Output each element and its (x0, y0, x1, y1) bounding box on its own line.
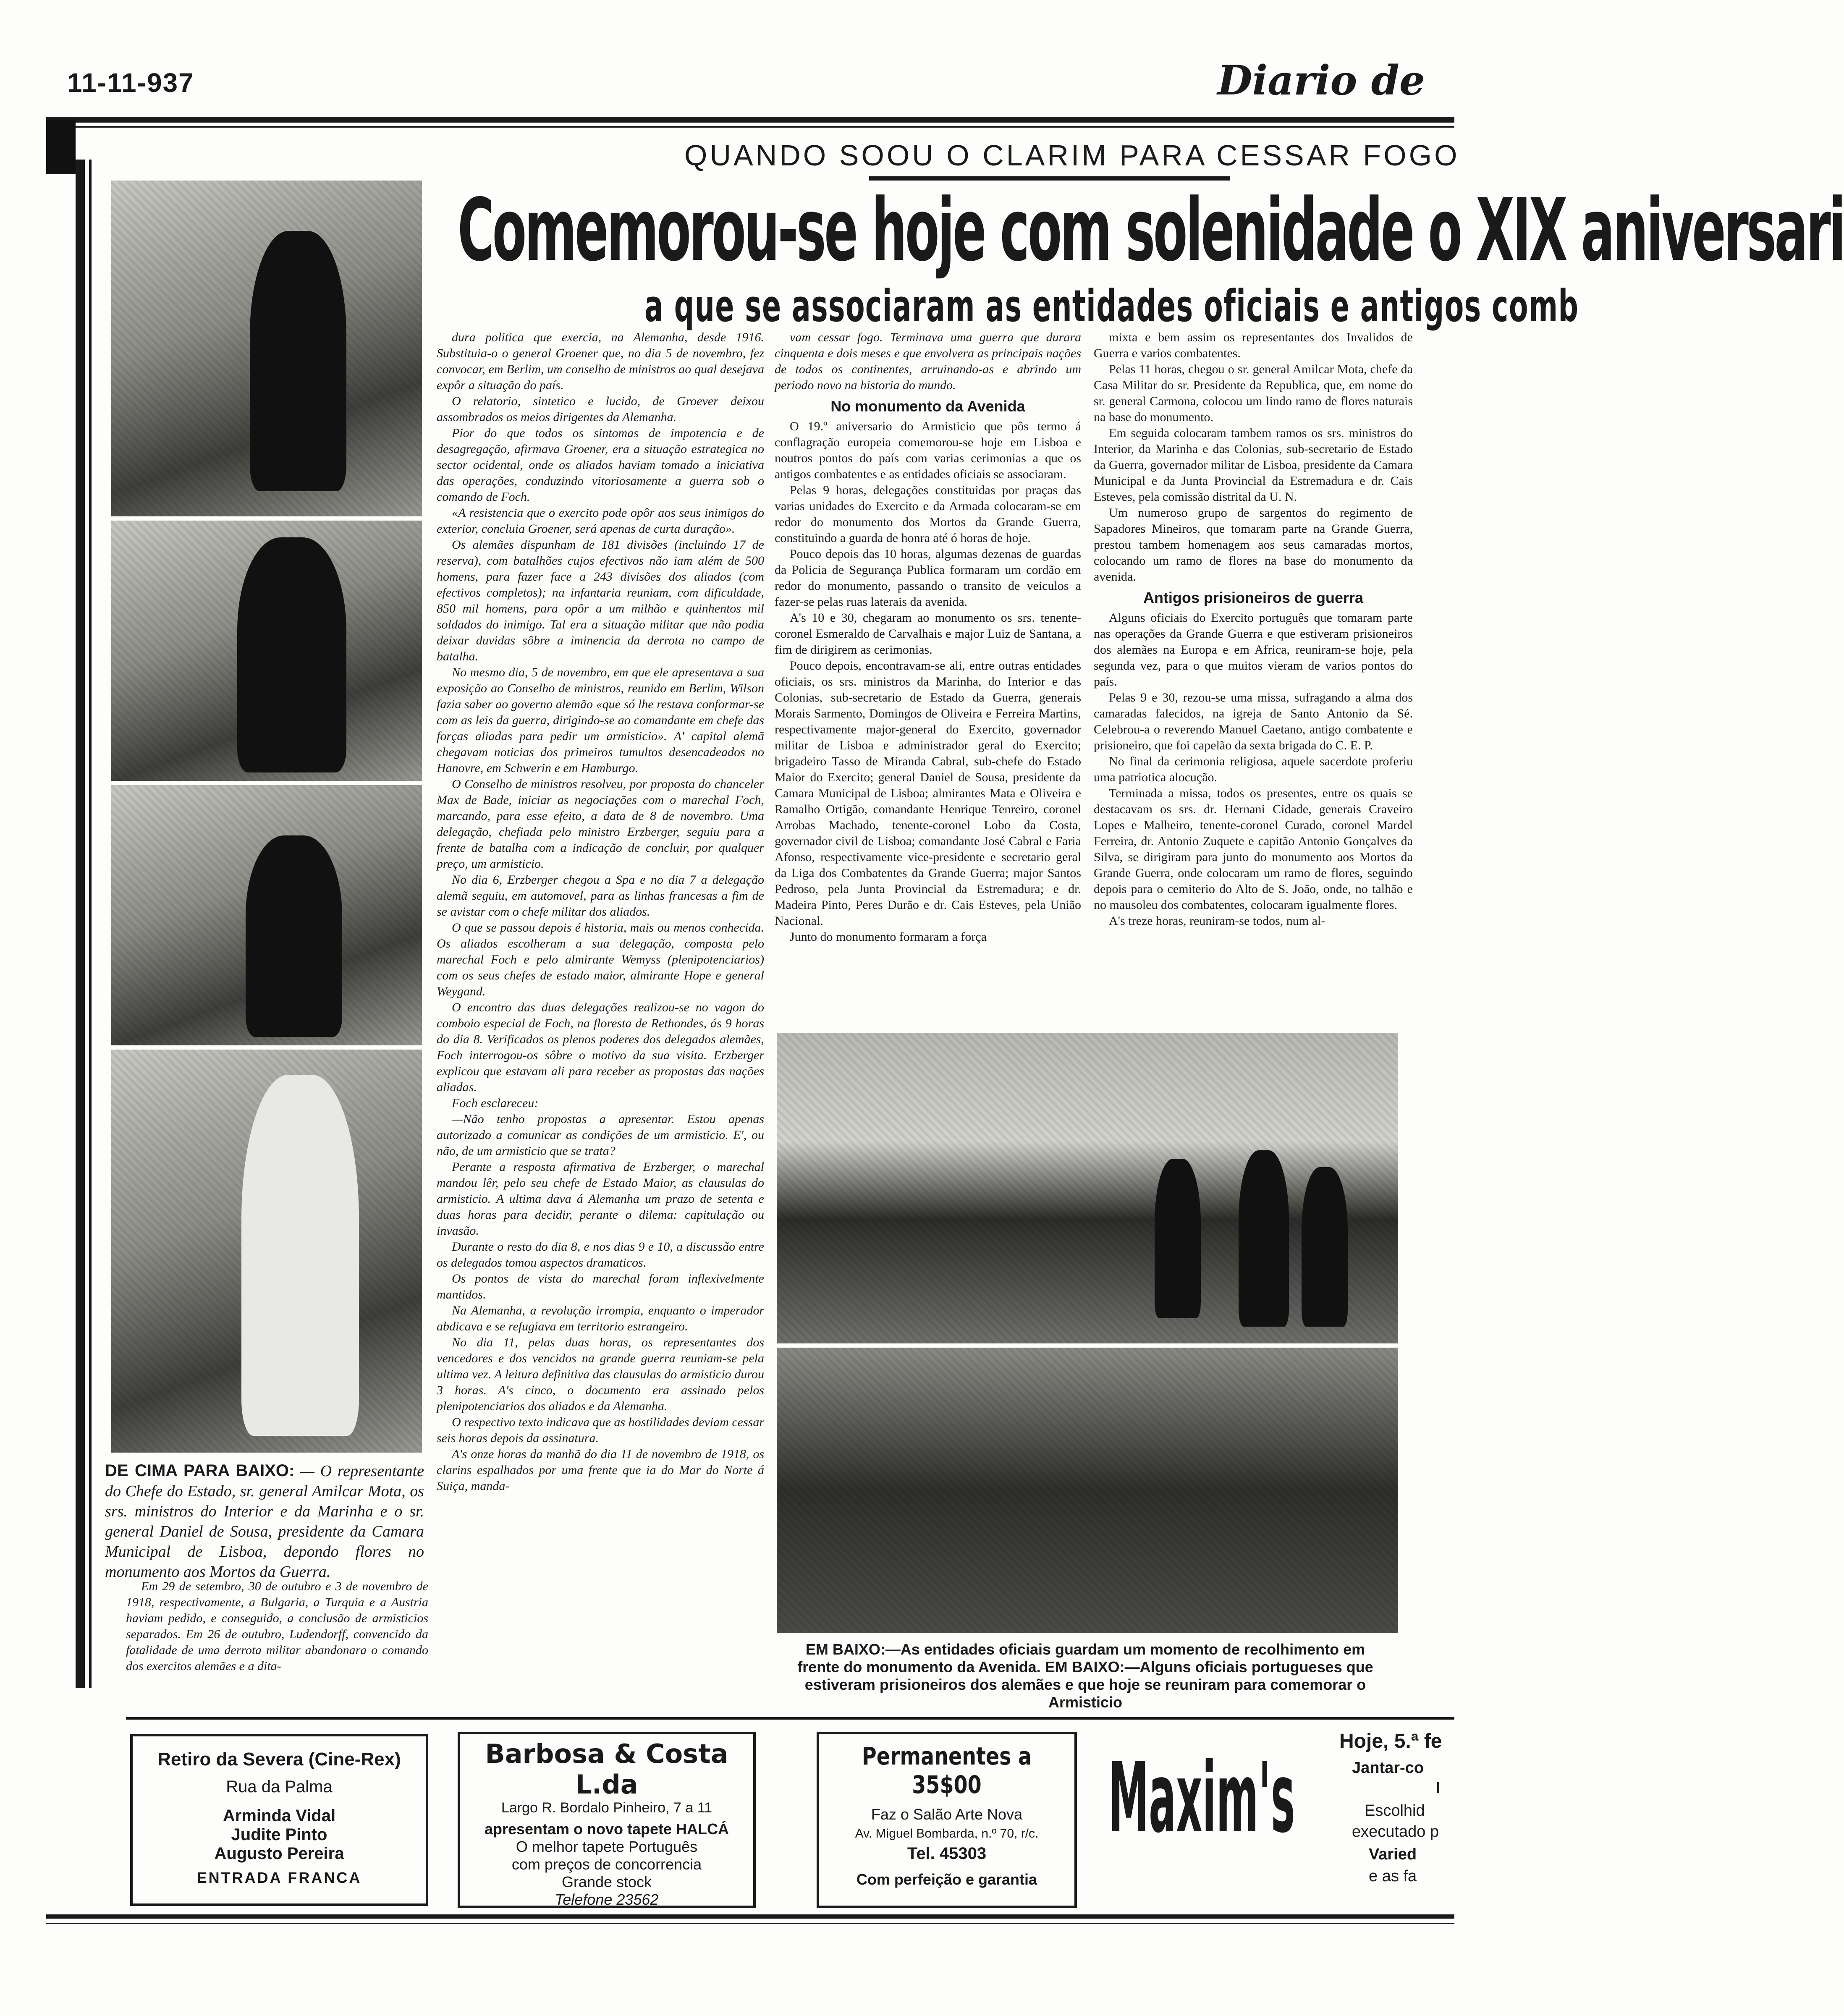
paragraph: A's treze horas, reuniram-se todos, num al- (1109, 914, 1325, 928)
ad-line: executado p (1352, 1823, 1439, 1841)
ad-line: Av. Miguel Bombarda, n.º 70, r/c. (855, 1827, 1039, 1841)
ad-line: Arminda Vidal (223, 1807, 336, 1825)
left-rule-thin (89, 160, 92, 1688)
photo-general-laying-flowers (111, 181, 422, 516)
top-border (46, 117, 1454, 123)
ad-title: Retiro da Severa (Cine-Rex) (157, 1749, 401, 1770)
column-4 (1094, 330, 1413, 929)
ad-line: Rua da Palma (226, 1778, 333, 1796)
paragraph: Pelas 11 horas, chegou o sr. general Amilcar Mota, chefe da Casa Militar do sr. Presidente da Republica, que, em nome do sr. general Carmona, colocou um lindo ramo de flores naturais na base do monumento. (1094, 362, 1413, 424)
ad-line: Tel. 45303 (907, 1844, 987, 1863)
photo-former-prisoners-group (777, 1348, 1398, 1633)
caption-text: — O representante do Chefe do Estado, sr. general Amilcar Mota, os srs. ministros do Interior e da Marinha e o sr. general Daniel de Sousa, presidente da Camara Municipal de Lisboa, depondo flores no monumento aos Mortos da Guerra. (105, 1462, 424, 1581)
ad-line: apresentam o novo tapete HALCÁ (484, 1820, 729, 1838)
paragraph: Os alemães dispunham de 181 divisões (incluindo 17 de reserva), com batalhões cujos efectivos não iam além de 500 homens, para fazer face a 243 divisões dos aliados (com efectivos completos); na infantaria reuniam, com dificuldade, 850 mil homens, para opôr a um milhão e quinhentos mil soldados do inimigo. Tal era a situação militar que não podia deixar duvidas sôbre a iminencia da derrota no campo de batalha. (437, 538, 764, 663)
ad-line: Faz o Salão Arte Nova (871, 1806, 1023, 1823)
paragraph: Os pontos de vista do marechal foram inflexivelmente mantidos. (437, 1272, 764, 1301)
bottom-rule-thin (46, 1923, 1454, 1924)
paragraph: O relatorio, sintetico e lucido, de Groever deixou assombrados os meios dirigentes da Alemanha. (437, 394, 764, 424)
ad-line: Augusto Pereira (214, 1844, 344, 1863)
ad-line: Com perfeição e garantia (856, 1871, 1037, 1888)
ad-barbosa-costa (458, 1732, 756, 1908)
ad-line: Grande stock (561, 1873, 652, 1890)
ad-retiro-severa (130, 1734, 428, 1906)
photo-officials-at-monument (777, 1033, 1398, 1343)
issue-date: 11-11-937 (67, 68, 194, 98)
paragraph: A's 10 e 30, chegaram ao monumento os srs. tenente-coronel Esmeraldo de Carvalhais e major Luiz de Santana, a fim de dirigirem as cerimonias. (775, 611, 1081, 657)
photo-general-daniel-sousa (111, 1050, 422, 1453)
paragraph: No final da cerimonia religiosa, aquele sacerdote proferiu uma patriotica alocução. (1094, 754, 1413, 784)
ad-title: Barbosa & Costa L.da (485, 1738, 728, 1800)
left-rule (76, 160, 85, 1688)
paragraph: Pouco depois, encontravam-se ali, entre outras entidades oficiais, os srs. ministros da Marinha, do Interior e das Colonias, sub-secretario de Estado da Guerra, generais Morais Sarmento, Domingos de Oliveira e Ferreira Martins, respectivamente major-general do Exercito, governador militar de Lisboa e administrador geral do Exercito; brigadeiro Tasso de Miranda Cabral, sub-chefe do Estado Maior do Exercito; general Daniel de Sousa, presidente da Camara Municipal de Lisboa; almirantes Mata e Oliveira e Ramalho Ortigão, comandante Henrique Tenreiro, coronel Arrobas Machado, tenente-coronel Lobo da Costa, governador civil de Lisboa; comandante José Cabral e Faria Afonso, respectivamente vice-presidente e secretario geral da Liga dos Combatentes da Grande Guerra; major Santos Pedroso, pela Junta Provincial da Estremadura; e dr. Madeira Pinto, Peres Durão e dr. Cais Esteves, pela União Nacional. (775, 659, 1081, 928)
ad-line: Telefone 23562 (555, 1891, 659, 1908)
figure-silhouette (1239, 1150, 1289, 1327)
paragraph: No dia 11, pelas duas horas, os representantes dos vencedores e dos vencidos na grande guerra reuniam-se pela ultima vez. A leitura definitiva das clausulas do armisticio durou 3 horas. A's cinco, o documento era assinado pelos plenipotenciarios dos aliados e da Alemanha. (437, 1335, 764, 1413)
paragraph: O Conselho de ministros resolveu, por proposta do chanceler Max de Bade, iniciar as negociações com o marechal Foch, marcando, para esse efeito, a data de 8 de novembro. Uma delegação, chefiada pelo ministro Erzberger, seguiu para a frente de batalha com a indicação de concluir, por qualquer preço, um armisticio. (437, 777, 764, 871)
right-photo-caption: EM BAIXO:—As entidades oficiais guardam um momento de recolhimento em frente do monumento da Avenida. EM BAIXO:—Alguns oficiais portugueses que estiveram prisioneiros dos alemães e que hoje se reuniram para comemorar o Armisticio (797, 1641, 1373, 1711)
ads-top-rule (126, 1717, 1454, 1720)
photo-minister-interior (111, 521, 422, 781)
top-border-thin (46, 126, 1454, 128)
ad-title: Maxim's (1108, 1742, 1295, 1854)
ad-line: O melhor tapete Português (516, 1838, 698, 1855)
column-2 (437, 330, 764, 1494)
paragraph: —Não tenho propostas a apresentar. Estou apenas autorizado a comunicar as condições de um armisticio. E', ou não, de um armisticio que se trata? (437, 1112, 764, 1158)
paragraph: «A resistencia que o exercito pode opôr aos seus inimigos do exterior, concluia Groener, será apenas de curta duração». (437, 506, 764, 536)
ad-line: com preços de concorrencia (511, 1856, 702, 1873)
ad-line: e as fa (1369, 1867, 1417, 1885)
paragraph: Em 29 de setembro, 30 de outubro e 3 de novembro de 1918, respectivamente, a Bulgaria, a Turquia e a Austria haviam pedido, e conseguido, a conclusão de armisticios separados. Em 26 de outubro, Ludendorff, convencido da fatalidade de uma derrota militar abandonara o comando dos exercitos alemães e a dita- (126, 1579, 428, 1673)
section-heading: No monumento da Avenida (830, 398, 1025, 415)
paragraph: Pelas 9 horas, delegações constituidas por praças das varias unidades do Exercito e da Armada colocaram-se em redor do monumento dos Mortos da Grande Guerra, constituindo a guarda de honra até ó horas de hoje. (775, 483, 1081, 545)
paragraph: Pior do que todos os sintomas de impotencia e de desagregação, afirmava Groener, era a situação estrategica no sector ocidental, onde os aliados haviam tomado a iniciativa das operações, conduzindo vitoriosamente a guerra sob o comando de Foch. (437, 426, 764, 504)
paragraph: Um numeroso grupo de sargentos do regimento de Sapadores Mineiros, que tomaram parte na Grande Guerra, prestou tambem homenagem aos seus camaradas mortos, colocando um ramo de flores na base do monumento da avenida. (1094, 506, 1413, 584)
ad-title: Permanentes a 35$00 (862, 1742, 1032, 1799)
paragraph: O encontro das duas delegações realizou-se no vagon do comboio especial de Foch, na floresta de Rethondes, ás 9 horas do dia 8. Verificados os plenos poderes dos delegados alemães, Foch interrogou-os sôbre o motivo da sua visita. Erzberger explicou que estavam ali para receber as propostas das nações aliadas. (437, 1000, 764, 1094)
figure-silhouette (1155, 1159, 1201, 1318)
ad-maxims (1100, 1725, 1454, 1910)
paragraph: Na Alemanha, a revolução irrompia, enquanto o imperador abdicava e se refugiava em territorio estrangeiro. (437, 1304, 764, 1333)
figure-silhouette (237, 537, 346, 772)
ad-permanentes (817, 1732, 1077, 1908)
bottom-rule (46, 1914, 1454, 1919)
ad-line: Judite Pinto (231, 1825, 327, 1844)
article-kicker: QUANDO SOOU O CLARIM PARA CESSAR FOGO (684, 139, 1460, 172)
left-photo-caption (105, 1461, 424, 1582)
paragraph: Pouco depois das 10 horas, algumas dezenas de guardas da Policia de Segurança Publica formaram um cordão em redor do monumento, passando o transito de veiculos a fazer-se pelas ruas laterais da avenida. (775, 547, 1081, 609)
paragraph: Junto do monumento formaram a força (790, 930, 987, 944)
section-heading: Antigos prisioneiros de guerra (1143, 589, 1364, 606)
photo-minister-navy (111, 785, 422, 1045)
figure-silhouette (246, 835, 342, 1037)
paragraph: Foch esclareceu: (452, 1096, 539, 1110)
paragraph: No mesmo dia, 5 de novembro, em que ele apresentava a sua exposição ao Conselho de ministros, reunido em Berlim, Wilson fazia saber ao governo alemão «que só lhe restava conformar-se com as leis da guerra, dirigindo-se ao comandante em chefe das forças aliadas para pedir um armisticio». A' capital alemã chegavam noticias dos primeiros tumultos desencadeados no Hanovre, em Schwerin e em Hamburgo. (437, 665, 764, 775)
ad-line: Varied (1369, 1846, 1417, 1863)
column-1-bottom (126, 1579, 428, 1674)
paragraph: O que se passou depois é historia, mais ou menos conhecida. Os aliados escolheram a sua delegação, composta pelo marechal Foch e pelo almirante Wemyss (plenipotenciarios) com os seus chefes de estado maior, almirante Hope e general Weygand. (437, 921, 764, 998)
paragraph: O respectivo texto indicava que as hostilidades deviam cessar seis horas depois da assinatura. (437, 1415, 764, 1445)
ad-line: Jantar-co (1352, 1759, 1424, 1777)
kicker-rule (869, 176, 1230, 181)
figure-silhouette (1302, 1167, 1348, 1327)
paragraph: No dia 6, Erzberger chegou a Spa e no dia 7 a delegação alemã seguiu, em automovel, para as linhas francesas a fim de se avistar com o chefe militar dos aliados. (437, 873, 764, 919)
ad-line: Escolhid (1365, 1802, 1425, 1820)
corner-block (46, 120, 76, 174)
caption-lead: DE CIMA PARA BAIXO: (105, 1461, 295, 1480)
article-headline: Comemorou-se hoje com solenidade o XIX aniversari (458, 181, 1844, 280)
figure-silhouette (241, 1075, 359, 1436)
paragraph: dura politica que exercia, na Alemanha, desde 1916. Substituia-o o general Groener que, no dia 5 de novembro, fez convocar, em Berlim, um conselho de ministros ao qual desejava expôr a situação do país. (437, 330, 764, 392)
column-3 (775, 330, 1081, 945)
paragraph: Durante o resto do dia 8, e nos dias 9 e 10, a discussão entre os delegados tomou aspectos dramaticos. (437, 1240, 764, 1270)
paragraph: mixta e bem assim os representantes dos Invalidos de Guerra e varios combatentes. (1094, 330, 1413, 360)
paragraph: O 19.º aniversario do Armisticio que pôs termo á conflagração europeia comemorou-se hoje em Lisboa e noutros pontos do país com varias cerimonias a que os antigos combatentes e as entidades oficiais se associaram. (775, 419, 1081, 481)
paragraph: A's onze horas da manhã do dia 11 de novembro de 1918, os clarins espalhados por uma frente que ia do Mar do Norte á Suiça, manda- (437, 1447, 764, 1493)
article-subhead: a que se associaram as entidades oficiais e antigos comb (644, 280, 1579, 332)
figure-silhouette (250, 231, 346, 491)
paragraph: vam cessar fogo. Terminava uma guerra que durara cinquenta e dois meses e que envolvera as principais nações de todos os continentes, arruinando-as e abrindo um periodo novo na historia do mundo. (775, 330, 1081, 392)
paragraph: Alguns oficiais do Exercito português que tomaram parte nas operações da Grande Guerra e que estiveram prisioneiros dos alemães na Europa e em Africa, reuniram-se hoje, pela segunda vez, para o que muitos vieram de varios pontos do país. (1094, 611, 1413, 689)
paragraph: Pelas 9 e 30, rezou-se uma missa, sufragando a alma dos camaradas falecidos, na igreja de Santo Antonio da Sé. Celebrou-a o reverendo Manuel Caetano, antigo combatente e prisioneiro, que foi capelão da sexta brigada do C. E. P. (1094, 691, 1413, 752)
ad-line: ENTRADA FRANCA (196, 1869, 362, 1886)
ad-line: Hoje, 5.ª fe (1339, 1730, 1442, 1752)
ad-line: I (1436, 1779, 1441, 1797)
paragraph: Perante a resposta afirmativa de Erzberger, o marechal mandou lêr, pelo seu chefe de Estado Maior, as clausulas do armisticio. A ultima dava á Alemanha um prazo de setenta e duas horas para decidir, perante o dilema: capitulação ou invasão. (437, 1160, 764, 1238)
paragraph: Terminada a missa, todos os presentes, entre os quais se destacavam os srs. dr. Hernani Cidade, generais Craveiro Lopes e Malheiro, tenente-coronel Curado, coronel Mardel Ferreira, dr. Antonio Zuquete e capitão Antonio Gonçalves da Silva, se dirigiram para junto do monumento aos Mortos da Grande Guerra, onde colocaram um ramo de flores, seguindo depois para o cemiterio do Alto de S. João, onde, no talhão e no mausoleu dos combatentes, colocaram igualmente flores. (1094, 786, 1413, 912)
paragraph: Em seguida colocaram tambem ramos os srs. ministros do Interior, da Marinha e das Colonias, sub-secretario de Estado da Guerra, governador militar de Lisboa, presidente da Camara Municipal e da Junta Provincial da Estremadura e dr. Cais Esteves, pela comissão distrital da U. N. (1094, 426, 1413, 504)
newspaper-title: Diario de (1217, 57, 1425, 104)
ad-line: Largo R. Bordalo Pinheiro, 7 a 11 (501, 1800, 712, 1816)
